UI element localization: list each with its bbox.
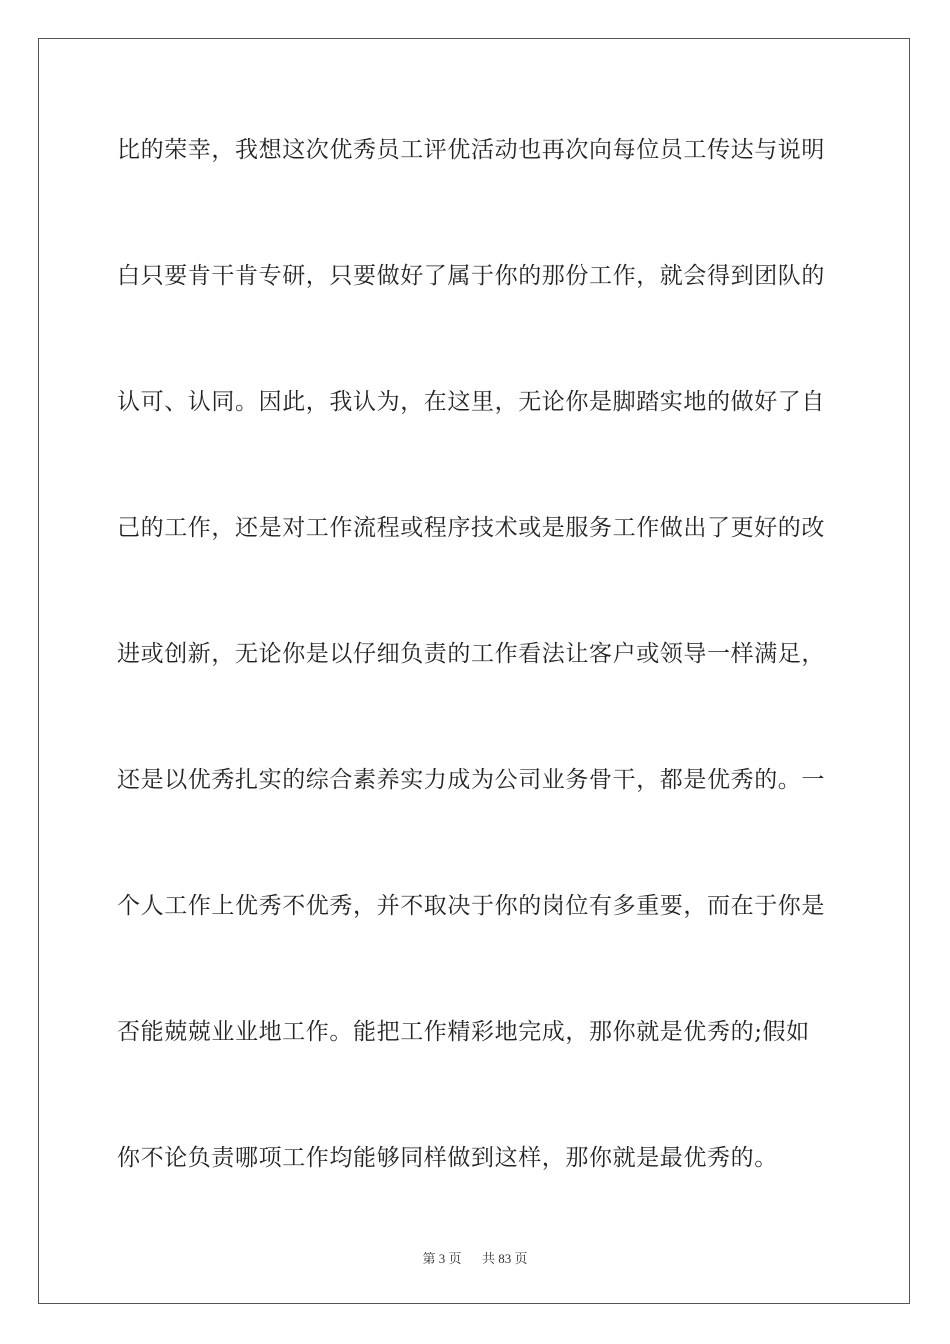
body-line-8: 否能兢兢业业地工作。能把工作精彩地完成，那你就是优秀的;假如 (117, 1019, 810, 1045)
body-line-5: 进或创新，无论你是以仔细负责的工作看法让客户或领导一样满足， (117, 641, 825, 667)
body-line-9: 你不论负责哪项工作均能够同样做到这样，那你就是最优秀的。 (117, 1145, 778, 1171)
body-line-3: 认可、认同。因此，我认为，在这里，无论你是脚踏实地的做好了自 (117, 389, 825, 415)
total-page-count: 共 83 页 (482, 1251, 528, 1266)
document-body (117, 128, 837, 1262)
body-line-2: 白只要肯干肯专研，只要做好了属于你的那份工作，就会得到团队的 (117, 263, 825, 289)
body-line-6: 还是以优秀扎实的综合素养实力成为公司业务骨干，都是优秀的。一 (117, 767, 825, 793)
body-line-1: 比的荣幸，我想这次优秀员工评优活动也再次向每位员工传达与说明 (117, 137, 825, 163)
body-line-7: 个人工作上优秀不优秀，并不取决于你的岗位有多重要，而在于你是 (117, 893, 825, 919)
current-page-number: 第 3 页 (422, 1251, 462, 1266)
page-footer (0, 1248, 950, 1267)
body-line-4: 己的工作，还是对工作流程或程序技术或是服务工作做出了更好的改 (117, 515, 825, 541)
